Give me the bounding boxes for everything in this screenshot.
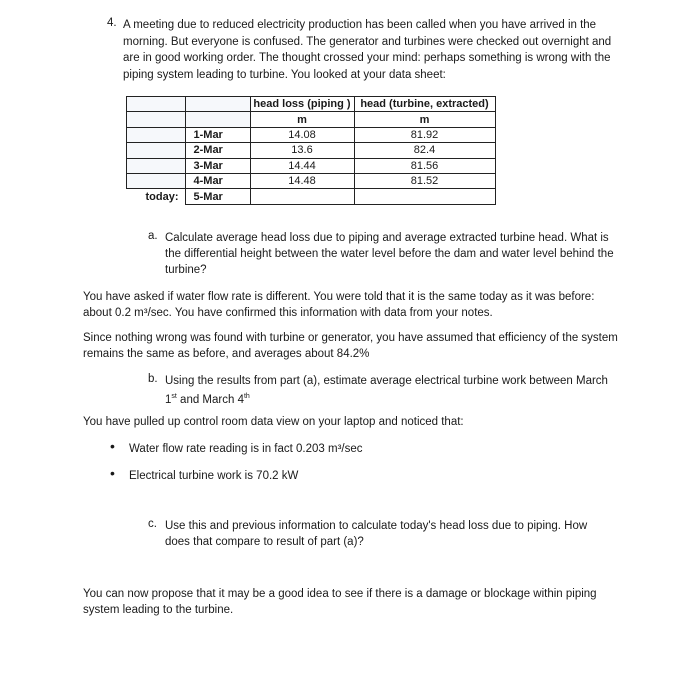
table-header-row bbox=[127, 97, 496, 112]
row-date: 3-Mar bbox=[185, 158, 250, 173]
col-header-head-turbine: head (turbine, extracted) bbox=[354, 97, 495, 112]
table-row-today bbox=[127, 189, 496, 204]
row-head-turbine: 82.4 bbox=[354, 143, 495, 158]
row-date: 4-Mar bbox=[185, 173, 250, 188]
empty-cell bbox=[127, 97, 186, 112]
row-head-loss: 14.48 bbox=[250, 173, 354, 188]
superscript-st: st bbox=[171, 393, 177, 400]
table-row bbox=[127, 143, 496, 158]
col-header-head-loss: head loss (piping ) bbox=[250, 97, 354, 112]
row-head-loss bbox=[250, 189, 354, 204]
row-head-loss: 13.6 bbox=[250, 143, 354, 158]
superscript-th: th bbox=[243, 393, 250, 400]
row-date: 5-Mar bbox=[185, 189, 250, 204]
empty-cell bbox=[127, 158, 186, 173]
part-b-label: b. bbox=[148, 373, 158, 385]
unit-head-loss: m bbox=[250, 112, 354, 127]
part-c-label: c. bbox=[148, 518, 157, 530]
part-c-text: Use this and previous information to calculate today's head loss due to piping. How does that compare to result of part (a)? bbox=[165, 520, 588, 548]
empty-cell bbox=[127, 112, 186, 127]
row-head-turbine bbox=[354, 189, 495, 204]
row-head-turbine: 81.52 bbox=[354, 173, 495, 188]
paragraph-efficiency: Since nothing wrong was found with turbine or generator, you have assumed that efficiency of the system remains the same as before, and averages about 84.2% bbox=[83, 332, 618, 360]
row-date: 1-Mar bbox=[185, 127, 250, 142]
part-a-text: Calculate average head loss due to piping and average extracted turbine head. What is the differential height between the water level before the dam and water level behind the turbine? bbox=[165, 232, 614, 276]
table-units-row bbox=[127, 112, 496, 127]
part-b-text-mid: and March 4 bbox=[176, 393, 244, 406]
empty-cell bbox=[127, 127, 186, 142]
row-head-loss: 14.44 bbox=[250, 158, 354, 173]
bullet-icon: • bbox=[110, 438, 115, 454]
table-row bbox=[127, 173, 496, 188]
empty-cell bbox=[127, 143, 186, 158]
empty-cell bbox=[185, 112, 250, 127]
table-row bbox=[127, 127, 496, 142]
row-head-turbine: 81.56 bbox=[354, 158, 495, 173]
data-sheet-table bbox=[126, 96, 496, 205]
empty-cell bbox=[127, 173, 186, 188]
row-head-turbine: 81.92 bbox=[354, 127, 495, 142]
paragraph-conclusion: You can now propose that it may be a good idea to see if there is a damage or blockage within piping system leading to the turbine. bbox=[83, 588, 597, 616]
part-b-text bbox=[165, 373, 615, 408]
question-number: 4. bbox=[107, 17, 117, 29]
question-intro: A meeting due to reduced electricity production has been called when you have arrived in the morning. But everyone is confused. The generator and turbines were checked out overnight and are in good working order. The thought crossed your mind: perhaps something is wrong with the piping system leading to turbine. You looked at your data sheet: bbox=[123, 19, 612, 81]
bullet-item-work: Electrical turbine work is 70.2 kW bbox=[129, 470, 299, 482]
bullet-icon: • bbox=[110, 465, 115, 481]
part-b-text-start: Using the results from part (a), estimate average electrical turbine work between March 1 bbox=[165, 375, 608, 406]
today-label: today: bbox=[127, 189, 186, 204]
row-head-loss: 14.08 bbox=[250, 127, 354, 142]
row-date: 2-Mar bbox=[185, 143, 250, 158]
table-row bbox=[127, 158, 496, 173]
unit-head-turbine: m bbox=[354, 112, 495, 127]
paragraph-flow-rate: You have asked if water flow rate is different. You were told that it is the same today as it was before: about 0.2 m³/sec. You have confirmed this information with data from your notes. bbox=[83, 291, 595, 319]
empty-cell bbox=[185, 97, 250, 112]
bullet-item-flow: Water flow rate reading is in fact 0.203 m³/sec bbox=[129, 443, 363, 455]
paragraph-control-room: You have pulled up control room data view on your laptop and noticed that: bbox=[83, 416, 464, 428]
part-a-label: a. bbox=[148, 230, 158, 242]
